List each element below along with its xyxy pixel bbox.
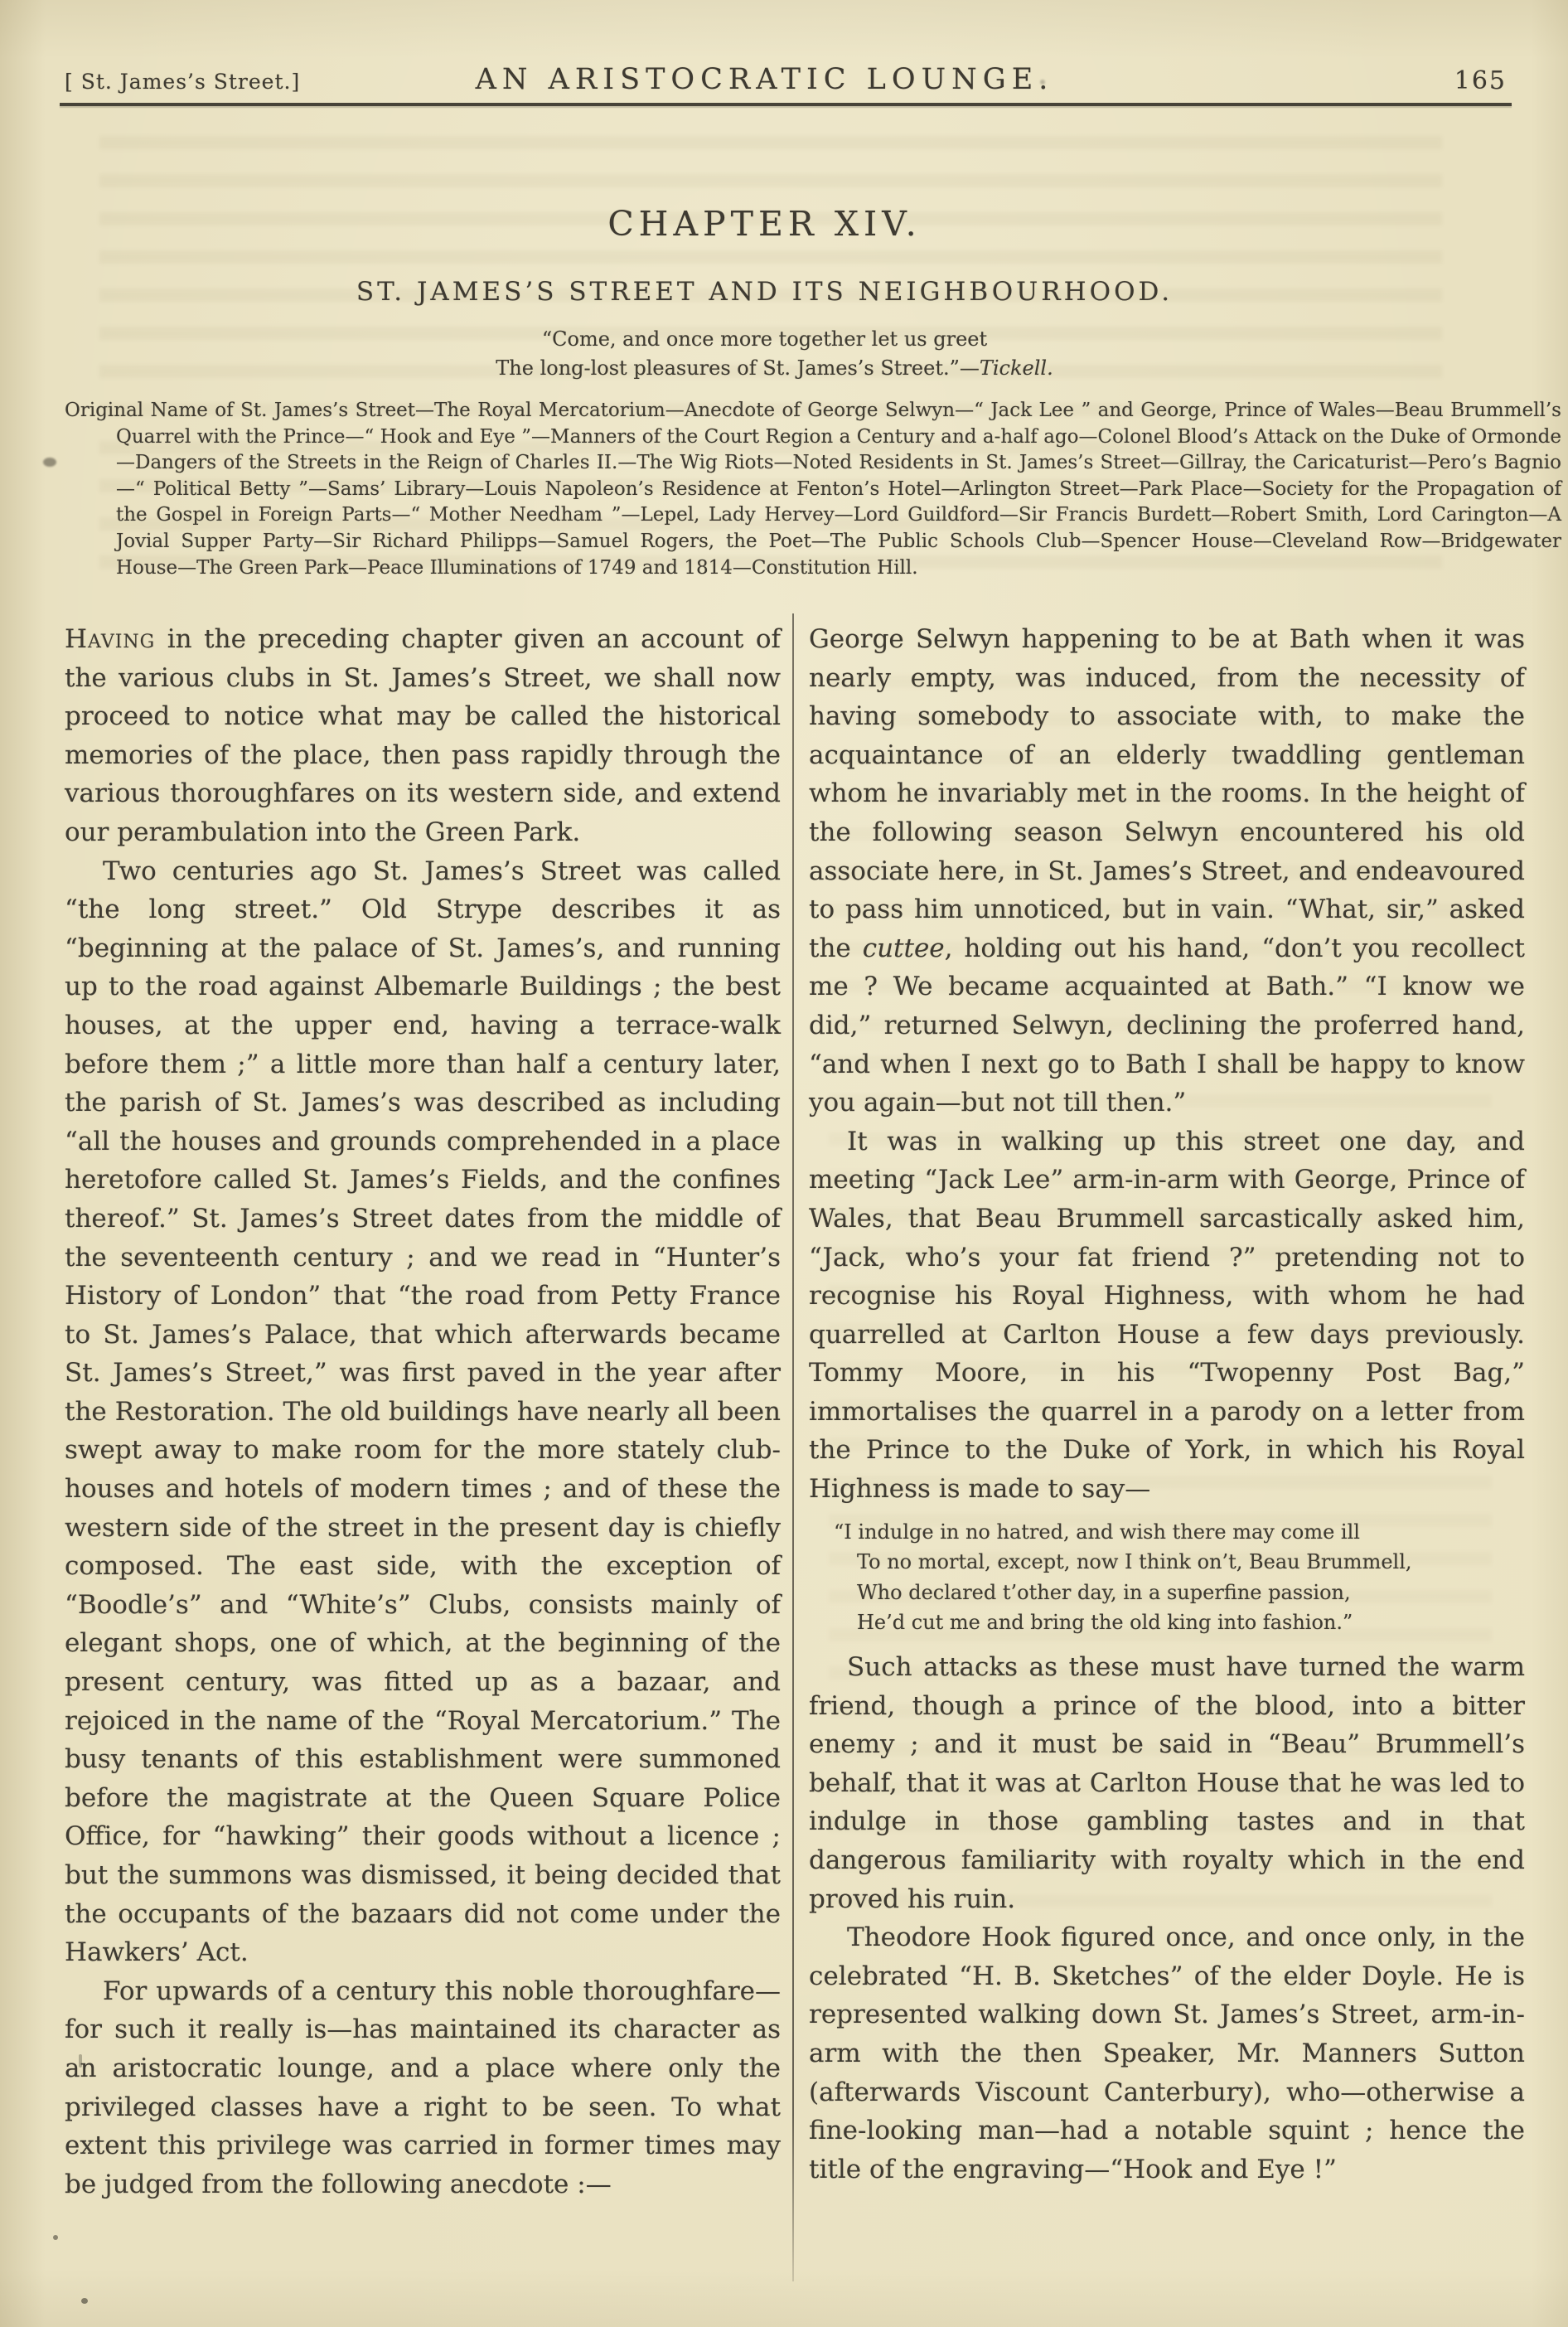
ink-speck xyxy=(43,458,56,467)
lead-word-smallcaps: Having xyxy=(65,624,156,654)
paragraph: Theodore Hook figured once, and once only, in the celebrated “H. B. Sketches” of the elder Doyle. He is represented walking down St. James’s Street, arm-in-arm with the then Speaker, Mr. Manners Sutton (afterwards Viscount Canterbury), who—otherwise a fine-looking man—had a notable squint ; hence the title of the engraving—“Hook and Eye !” xyxy=(809,1922,1525,2184)
paragraph: Two centuries ago St. James’s Street was called “the long street.” Old Strype describes it as “beginning at the palace of St. James’s, and running up to the road against Albemarle Buildings ; the best houses, at the upper end, having a terrace-walk before them ;” a little more than half a century later, the parish of St. James’s was described as including “all the houses and grounds comprehended in a place heretofore called St. James’s Fields, and the confines thereof.” St. James’s Street dates from the middle of the seventeenth century ; and we read in “Hunter’s History of London” that “the road from Petty France to St. James’s Palace, that which afterwards became St. James’s Street,” was first paved in the year after the Restoration. The old buildings have nearly all been swept away to make room for the more stately club-houses and hotels of modern times ; and of these the western side of the street in the present day is chiefly composed. The east side, with the exception of “Boodle’s” and “White’s” Clubs, consists mainly of elegant shops, one of which, at the beginning of the present century, was fitted up as a bazaar, and rejoiced in the name of the “Royal Mercatorium.” The busy tenants of this establishment were summoned before the magistrate at the Queen Square Police Office, for “hawking” their goods without a licence ; but the summons was dismissed, it being decided that the occupants of the bazaars did not come under the Hawkers’ Act. xyxy=(65,856,781,1968)
column-divider-rule xyxy=(792,613,794,2281)
running-header-left: [ St. James’s Street.] xyxy=(65,70,301,94)
verse-line: To no mortal, except, now I think on’t, Beau Brummell, xyxy=(857,1550,1412,1574)
paragraph-text: in the preceding chapter given an account of the various clubs in St. James’s Street, we shall now proceed to notice what may be called the historical memories of the place, then pass rapidly through the various thoroughfares on its western side, and extend our perambulation into the Green Park. xyxy=(65,624,781,847)
chapter-title: CHAPTER XIV. xyxy=(607,204,922,244)
ink-speck xyxy=(53,2235,58,2240)
paragraph xyxy=(65,620,781,852)
chapter-subtitle: ST. JAMES’S STREET AND ITS NEIGHBOURHOOD. xyxy=(356,277,1174,307)
verse-quotation xyxy=(834,1517,1525,1638)
epigraph-line-2 xyxy=(0,354,1529,383)
epigraph-line-2-text: The long-lost pleasures of St. James’s Street.”— xyxy=(496,356,980,380)
paragraph: It was in walking up this street one day, and meeting “Jack Lee” arm-in-arm with George, Prince of Wales, that Beau Brummell sarcastically asked him, “Jack, who’s your fat friend ?” pretending not to recognise his Royal Highness, with whom he had quarrelled at Carlton House a few days previously. Tommy Moore, in his “Twopenny Post Bag,” immortalises the quarrel in a parody on a letter from the Prince to the Duke of York, in which his Royal Highness is made to say— xyxy=(809,1126,1525,1505)
paragraph: Such attacks as these must have turned the warm friend, though a prince of the blood, into a bitter enemy ; and it must be said in “Beau” Brummell’s behalf, that it was at Carlton House that he was led to indulge in those gambling tastes and in that dangerous familiarity with royalty which in the end proved his ruin. xyxy=(809,1652,1525,1914)
epigraph-line-1: “Come, and once more together let us greet xyxy=(541,327,988,351)
header-rule xyxy=(60,103,1512,106)
body-column-left xyxy=(65,620,781,2203)
chapter-argument: Original Name of St. James’s Street—The Royal Mercatorium—Anecdote of George Selwyn—“ Jack Lee ” and George, Prince of Wales—Beau Brummell’s Quarrel with the Prince—“ Hook and Eye ”—Manners of the Court Region a Century and a-half ago—Colonel Blood’s Attack on the Duke of Ormonde—Dangers of the Streets in the Reign of Charles II.—The Wig Riots—Noted Residents in St. James’s Street—Gillray, the Caricaturist—Pero’s Bagnio—“ Political Betty ”—Sams’ Library—Louis Napoleon’s Residence at Fenton’s Hotel—Arlington Street—Park Place—Society for the Propagation of the Gospel in Foreign Parts—“ Mother Needham ”—Lepel, Lady Hervey—Lord Guildford—Sir Francis Burdett—Robert Smith, Lord Carington—A Jovial Supper Party—Sir Richard Philipps—Samuel Rogers, the Poet—The Public Schools Club—Spencer House—Cleveland Row—Bridgewater House—The Green Park—Peace Illuminations of 1749 and 1814—Constitution Hill. xyxy=(65,400,1561,579)
paragraph: For upwards of a century this noble thoroughfare—for such it really is—has maintained its character as an aristocratic lounge, and a place where only the privileged classes have a right to be seen. To what extent this privilege was carried in former times may be judged from the following anecdote :— xyxy=(65,1976,781,2199)
epigraph xyxy=(0,325,1529,383)
italic-word: cuttee xyxy=(862,933,945,963)
paragraph-text: George Selwyn happening to be at Bath when it was nearly empty, was induced, from the necessity of having somebody to associate with, to make the acquaintance of an elderly twaddling gentleman whom he invariably met in the rooms. In the height of the following season Selwyn encountered his old associate here, in St. James’s Street, and endeavoured to pass him unnoticed, but in vain. “What, sir,” asked the xyxy=(809,624,1525,963)
ink-speck xyxy=(81,2298,88,2304)
verse-line: “I indulge in no hatred, and wish there may come ill xyxy=(834,1520,1360,1544)
epigraph-attribution: Tickell. xyxy=(979,356,1053,380)
paragraph-text: , holding out his hand, “don’t you recollect me ? We became acquainted at Bath.” “I know we did,” returned Selwyn, declining the proferred hand, “and when I next go to Bath I shall be happy to know you again—but not till then.” xyxy=(809,933,1526,1118)
verse-line: He’d cut me and bring the old king into fashion.” xyxy=(857,1611,1353,1635)
verse-line: Who declared t’other day, in a superfine passion, xyxy=(857,1580,1351,1604)
running-header-title: AN ARISTOCRATIC LOUNGE. xyxy=(475,63,1054,96)
paragraph xyxy=(809,620,1525,1122)
body-column-right xyxy=(809,620,1525,2189)
page-number: 165 xyxy=(1454,66,1507,95)
